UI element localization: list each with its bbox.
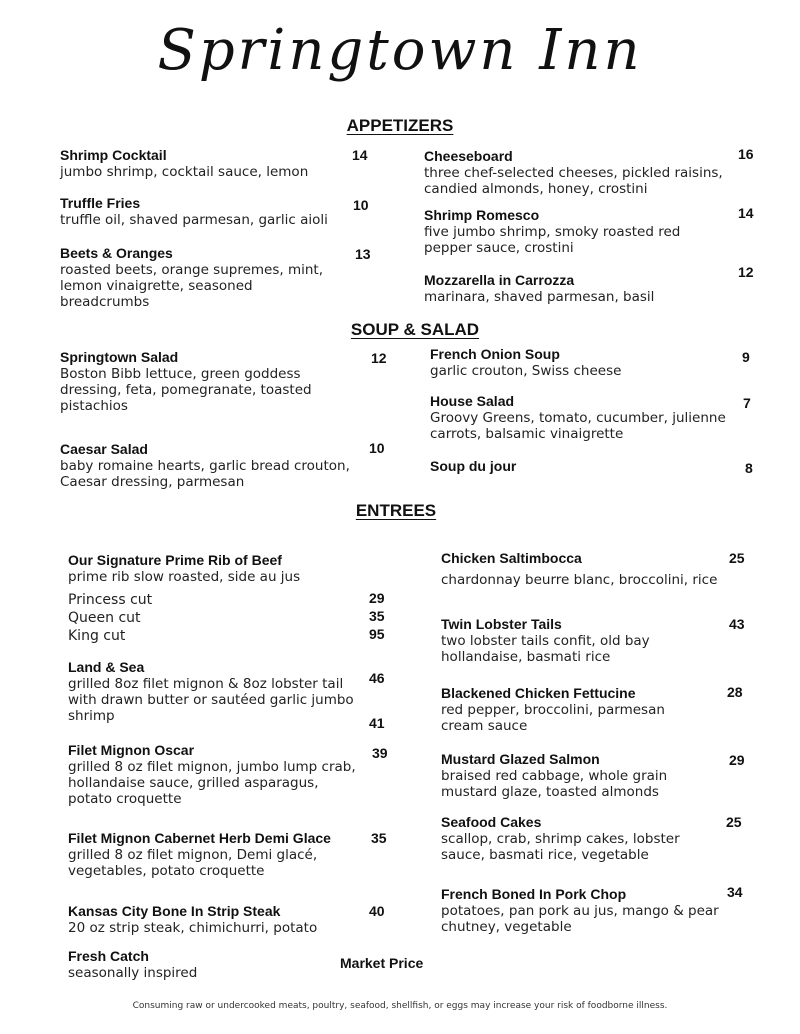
foodborne-illness-disclaimer: Consuming raw or undercooked meats, poultry, seafood, shellfish, or eggs may increase your risk of foodborne illness.: [132, 1001, 668, 1011]
item-price: Market Price: [340, 955, 424, 971]
menu-item: [68, 659, 363, 724]
item-name: Land & Sea: [68, 659, 145, 675]
item-price: 29: [729, 752, 745, 768]
item-price: 13: [355, 246, 371, 262]
item-desc: grilled 8 oz filet mignon, Demi glacé, vegetables, potato croquette: [68, 847, 318, 879]
menu-item: [60, 441, 400, 490]
menu-item: [441, 814, 716, 863]
menu-item: [430, 458, 630, 475]
item-price: 12: [371, 350, 387, 366]
item-name: Mozzarella in Carrozza: [424, 272, 575, 288]
menu-item: [441, 751, 716, 800]
item-desc: jumbo shrimp, cocktail sauce, lemon: [60, 164, 309, 180]
menu-item: [68, 742, 358, 807]
item-price: 35: [369, 608, 385, 624]
item-name: Soup du jour: [430, 458, 517, 474]
item-desc: truffle oil, shaved parmesan, garlic aioli: [60, 212, 328, 228]
item-name: Caesar Salad: [60, 441, 148, 457]
item-price: 16: [738, 146, 754, 162]
menu-item: [441, 616, 711, 665]
menu-item: [68, 948, 318, 981]
item-price: 40: [369, 903, 385, 919]
item-name: Seafood Cakes: [441, 814, 542, 830]
menu-item: [68, 903, 368, 936]
item-price-alt: 41: [369, 715, 385, 731]
item-price: 14: [352, 147, 368, 163]
menu-item: [430, 346, 710, 379]
item-desc: Groovy Greens, tomato, cucumber, julienne carrots, balsamic vinaigrette: [430, 410, 726, 442]
item-desc: 20 oz strip steak, chimichurri, potato: [68, 920, 318, 936]
item-desc: grilled 8oz filet mignon & 8oz lobster tail with drawn butter or sautéed garlic jumbo shrimp: [68, 676, 354, 724]
item-name: French Boned In Pork Chop: [441, 886, 627, 902]
item-price: 95: [369, 626, 385, 642]
item-name: Cheeseboard: [424, 148, 513, 164]
item-price: 9: [742, 349, 750, 365]
item-desc: three chef-selected cheeses, pickled raisins, candied almonds, honey, crostini: [424, 165, 723, 197]
item-desc: scallop, crab, shrimp cakes, lobster sauce, basmati rice, vegetable: [441, 831, 680, 863]
item-desc: potatoes, pan pork au jus, mango & pear chutney, vegetable: [441, 903, 719, 935]
prime-rib-cut: Queen cut: [68, 610, 141, 626]
item-name: Filet Mignon Oscar: [68, 742, 195, 758]
item-price: 35: [371, 830, 387, 846]
menu-item: [68, 830, 373, 879]
item-price: 39: [372, 745, 388, 761]
prime-rib-cut: King cut: [68, 628, 126, 644]
item-desc: red pepper, broccolini, parmesan cream sauce: [441, 702, 665, 734]
item-name: Shrimp Cocktail: [60, 147, 167, 163]
item-price: 10: [369, 440, 385, 456]
item-price: 34: [727, 884, 743, 900]
item-desc: five jumbo shrimp, smoky roasted red pepper sauce, crostini: [424, 224, 681, 256]
item-price: 25: [726, 814, 742, 830]
menu-item: [424, 272, 724, 305]
item-price: 43: [729, 616, 745, 632]
item-price: 29: [369, 590, 385, 606]
item-name: Shrimp Romesco: [424, 207, 540, 223]
item-desc: marinara, shaved parmesan, basil: [424, 289, 655, 305]
item-desc: Boston Bibb lettuce, green goddess dressing, feta, pomegranate, toasted pistachios: [60, 366, 312, 414]
item-desc: grilled 8 oz filet mignon, jumbo lump crab, hollandaise sauce, grilled asparagus, potato croquette: [68, 759, 356, 807]
item-price: 28: [727, 684, 743, 700]
menu-item: [424, 207, 729, 256]
item-name: Springtown Salad: [60, 349, 179, 365]
menu-item: [441, 550, 736, 588]
item-price: 46: [369, 670, 385, 686]
item-price: 14: [738, 205, 754, 221]
item-price: 7: [743, 395, 751, 411]
menu-item: [60, 195, 370, 228]
menu-item: [441, 685, 711, 734]
restaurant-title: Springtown Inn: [157, 18, 643, 83]
item-desc: chardonnay beurre blanc, broccolini, rice: [441, 572, 718, 588]
item-name: Truffle Fries: [60, 195, 141, 211]
item-name: House Salad: [430, 393, 515, 409]
item-price: 25: [729, 550, 745, 566]
item-name: Beets & Oranges: [60, 245, 173, 261]
item-desc: braised red cabbage, whole grain mustard glaze, toasted almonds: [441, 768, 668, 800]
item-name: Kansas City Bone In Strip Steak: [68, 903, 281, 919]
item-name: Chicken Saltimbocca: [441, 550, 582, 566]
section-soup-salad-heading: SOUP & SALAD: [350, 320, 480, 339]
prime-rib-cut: Princess cut: [68, 592, 153, 608]
menu-item: [68, 552, 368, 585]
item-price: 10: [353, 197, 369, 213]
item-desc: two lobster tails confit, old bay hollandaise, basmati rice: [441, 633, 650, 665]
menu-item: [60, 245, 335, 310]
item-desc: prime rib slow roasted, side au jus: [68, 569, 301, 585]
item-name: Mustard Glazed Salmon: [441, 751, 600, 767]
item-name: French Onion Soup: [430, 346, 560, 362]
item-price: 8: [745, 460, 753, 476]
menu-item: [60, 147, 360, 180]
item-name: Blackened Chicken Fettucine: [441, 685, 636, 701]
item-price: 12: [738, 264, 754, 280]
item-name: Twin Lobster Tails: [441, 616, 562, 632]
item-desc: garlic crouton, Swiss cheese: [430, 363, 622, 379]
item-desc: baby romaine hearts, garlic bread crouton, Caesar dressing, parmesan: [60, 458, 350, 490]
item-name: Filet Mignon Cabernet Herb Demi Glace: [68, 830, 331, 846]
item-name: Fresh Catch: [68, 948, 149, 964]
item-desc: seasonally inspired: [68, 965, 198, 981]
menu-item: [441, 886, 726, 935]
menu-item: [430, 393, 730, 442]
section-entrees-heading: ENTREES: [355, 501, 437, 520]
menu-item: [60, 349, 350, 414]
item-desc: roasted beets, orange supremes, mint, lemon vinaigrette, seasoned breadcrumbs: [60, 262, 324, 310]
item-name: Our Signature Prime Rib of Beef: [68, 552, 282, 568]
menu-item: [424, 148, 744, 197]
section-appetizers-heading: APPETIZERS: [346, 116, 454, 135]
